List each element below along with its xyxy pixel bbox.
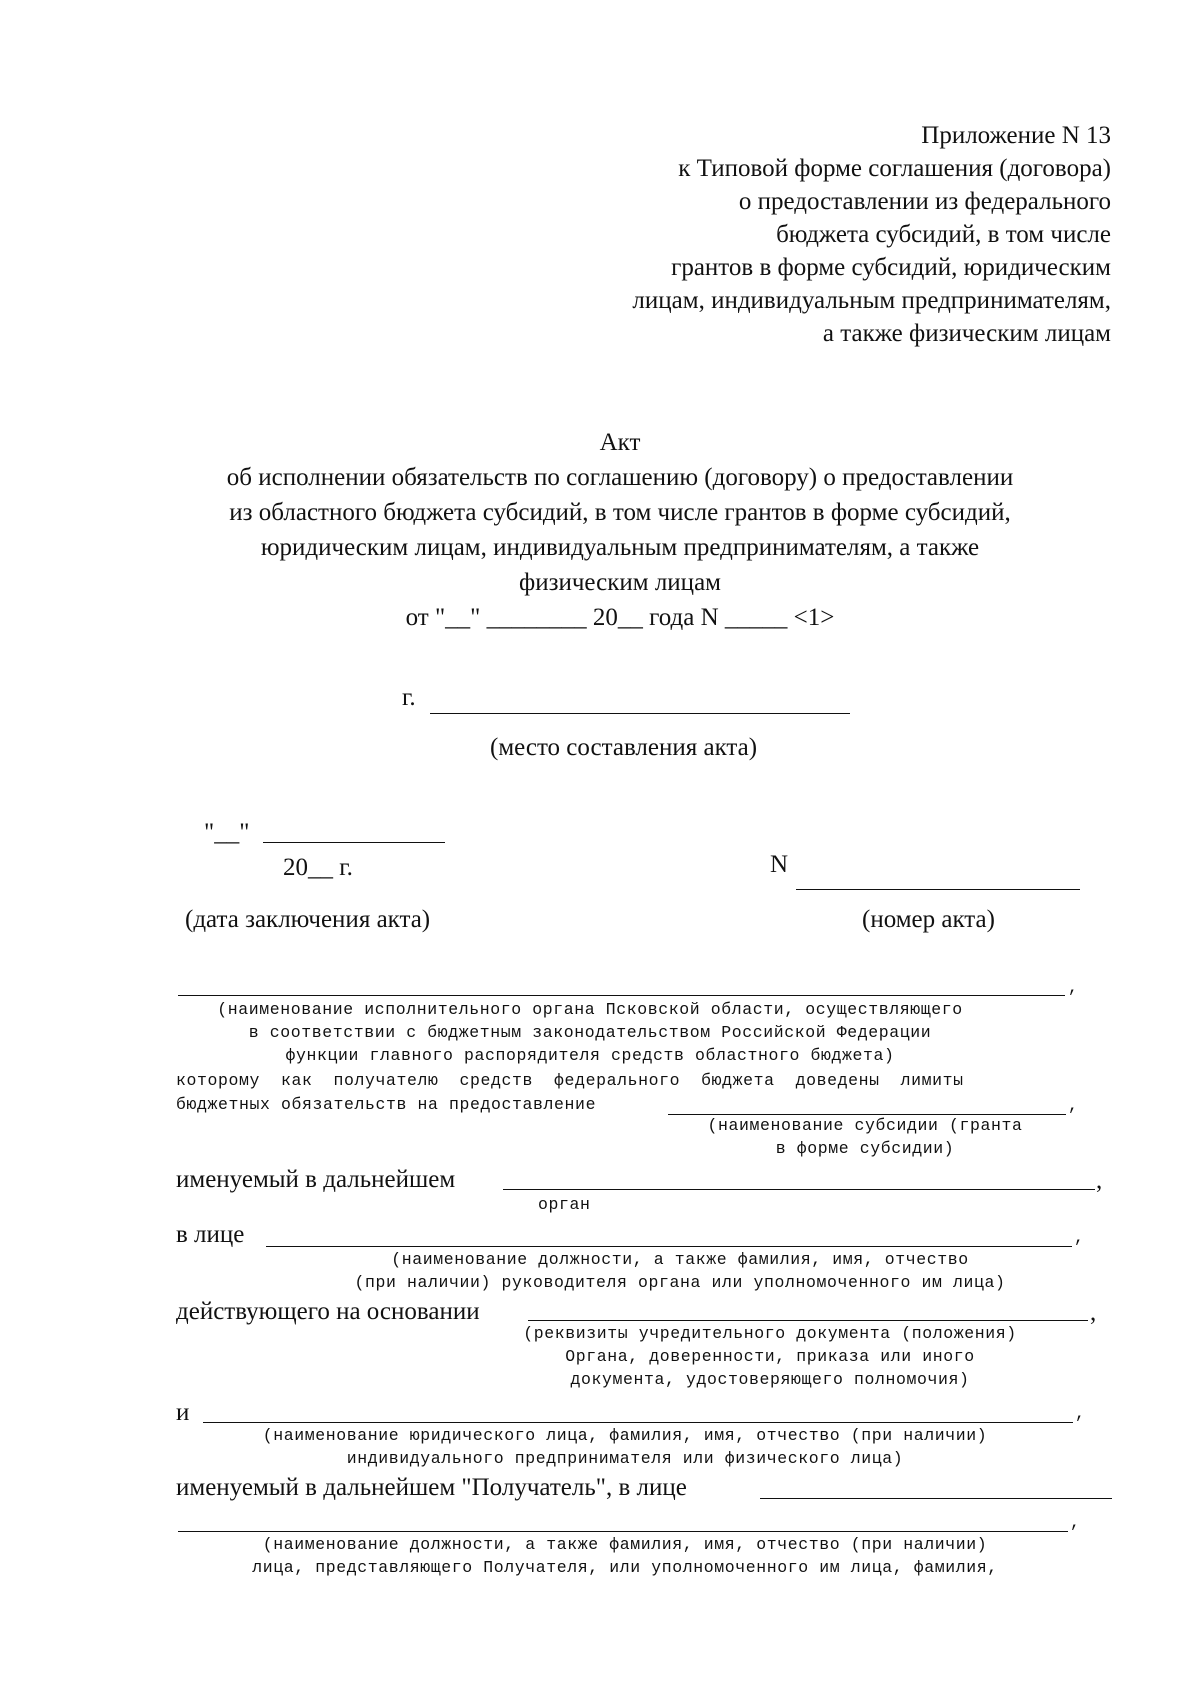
date-quotes: "__"	[204, 819, 250, 846]
caption-line: в форме субсидии)	[775, 1139, 955, 1158]
caption-line: документа, удостоверяющего полномочия)	[570, 1370, 970, 1389]
appendix-line: к Типовой форме соглашения (договора)	[678, 155, 1111, 182]
comma: ,	[1074, 1228, 1085, 1247]
hereinafter-label: именуемый в дальнейшем	[176, 1166, 456, 1193]
and-label: и	[176, 1399, 190, 1426]
title-line: об исполнении обязательств по соглашению (договору) о предоставлении	[226, 464, 1014, 491]
recipient-label: именуемый в дальнейшем "Получатель", в лице	[176, 1474, 687, 1501]
caption-line: функции главного распорядителя средств областного бюджета)	[285, 1046, 895, 1065]
organ-word: орган	[538, 1195, 591, 1214]
appendix-line: грантов в форме субсидий, юридическим	[671, 254, 1111, 281]
comma: ,	[1068, 978, 1079, 997]
number-blank	[796, 889, 1080, 890]
comma: ,	[1070, 1513, 1081, 1532]
recipient-blank	[203, 1422, 1073, 1423]
date-month-blank	[263, 842, 445, 843]
appendix-line: бюджета субсидий, в том числе	[776, 221, 1111, 248]
in-person-label: в лице	[176, 1221, 245, 1248]
comma: ,	[1068, 1096, 1079, 1115]
caption-line: Органа, доверенности, приказа или иного	[565, 1347, 975, 1366]
caption-line: (реквизиты учредительного документа (положения)	[523, 1324, 1017, 1343]
caption-line: (при наличии) руководителя органа или уполномоченного им лица)	[354, 1273, 1006, 1292]
basis-caption	[470, 1322, 1070, 1391]
date-year: 20__ г.	[283, 854, 353, 881]
hereinafter-blank	[503, 1189, 1095, 1190]
place-blank	[430, 713, 850, 714]
caption-line: (наименование юридического лица, фамилия, имя, отчество (при наличии)	[262, 1426, 988, 1445]
title-line: из областного бюджета субсидий, в том числе грантов в форме субсидий,	[229, 499, 1011, 526]
organ-caption	[140, 998, 1040, 1067]
caption-line: лица, представляющего Получателя, или уполномоченного им лица, фамилия,	[252, 1558, 998, 1577]
basis-blank	[528, 1320, 1088, 1321]
limits-line: бюджетных обязательств на предоставление	[176, 1095, 597, 1114]
title-line: юридическим лицам, индивидуальным предпринимателям, а также	[260, 534, 980, 561]
appendix-line: а также физическим лицам	[822, 320, 1111, 347]
appendix-line: о предоставлении из федерального	[738, 188, 1111, 215]
number-caption: (номер акта)	[862, 906, 995, 933]
comma: ,	[1096, 1167, 1103, 1194]
subsidy-caption	[660, 1114, 1070, 1160]
appendix-line: лицам, индивидуальным предпринимателям,	[632, 287, 1111, 314]
caption-line: (наименование исполнительного органа Псковской области, осуществляющего	[217, 1000, 963, 1019]
place-prefix: г.	[402, 684, 416, 711]
representative-blank-1	[760, 1498, 1112, 1499]
date-caption: (дата заключения акта)	[185, 906, 431, 933]
caption-line: (наименование субсидии (гранта	[707, 1116, 1023, 1135]
caption-line: индивидуального предпринимателя или физического лица)	[346, 1449, 904, 1468]
caption-line: (наименование должности, а также фамилия, имя, отчество (при наличии)	[262, 1535, 988, 1554]
recipient-caption	[200, 1424, 1050, 1470]
place-caption: (место составления акта)	[490, 734, 758, 761]
caption-line: в соответствии с бюджетным законодательством Российской Федерации	[248, 1023, 932, 1042]
comma: ,	[1075, 1404, 1086, 1423]
organ-blank	[178, 995, 1065, 996]
appendix-line: Приложение N 13	[921, 122, 1111, 149]
limits-line: которому как получателю средств федерального бюджета доведены лимиты	[176, 1071, 964, 1090]
number-prefix: N	[770, 851, 789, 878]
acting-label: действующего на основании	[176, 1298, 480, 1325]
head-caption	[280, 1248, 1080, 1294]
appendix-block	[411, 119, 1111, 350]
title-date-line: от "__" ________ 20__ года N _____ <1>	[405, 604, 835, 631]
title-line: физическим лицам	[519, 569, 721, 596]
representative-blank-2	[178, 1531, 1068, 1532]
comma: ,	[1090, 1299, 1097, 1326]
caption-line: (наименование должности, а также фамилия, имя, отчество	[391, 1250, 969, 1269]
title-block	[100, 425, 1140, 635]
page-title: Акт	[599, 429, 641, 456]
representative-caption	[180, 1533, 1070, 1579]
head-blank	[266, 1246, 1072, 1247]
